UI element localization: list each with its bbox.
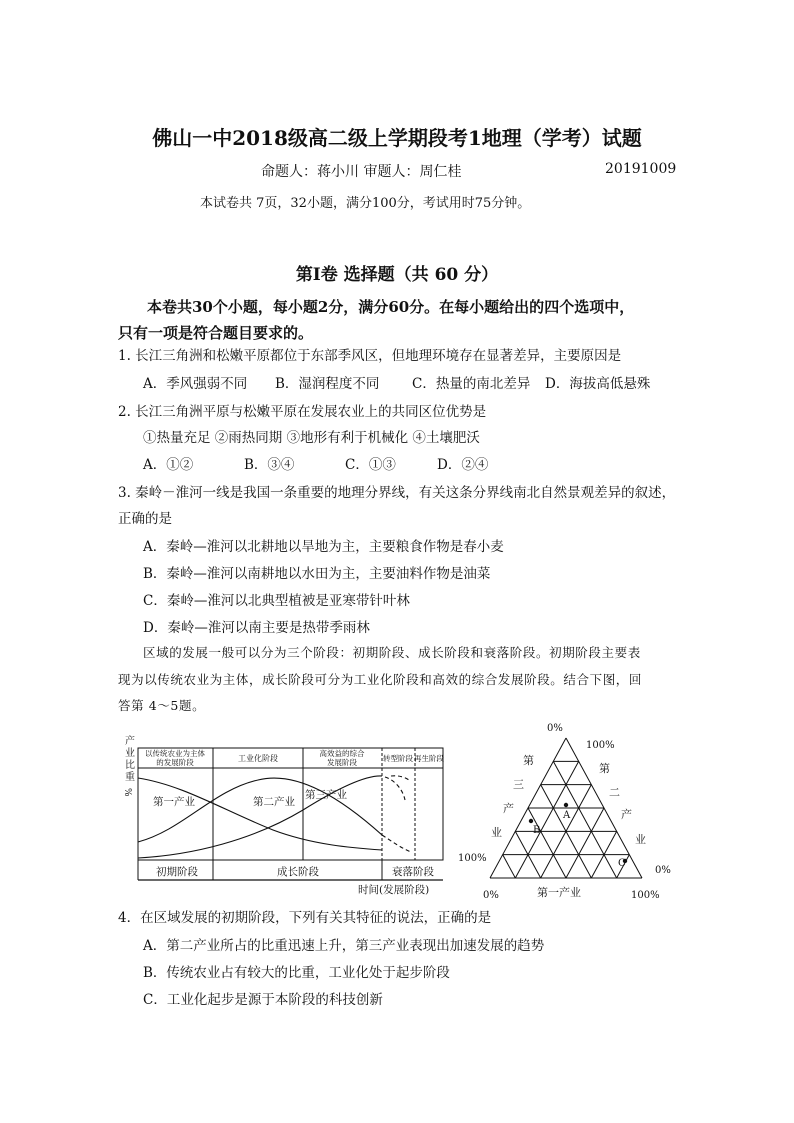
ternary-diagram: [455, 718, 675, 903]
q2-stem: 2. 长江三角洲平原与松嫩平原在发展农业上的共同区位优势是: [118, 404, 487, 420]
q4-option-a: A．第二产业所占的比重迅速上升，第三产业表现出加速发展的趋势: [143, 938, 545, 954]
exam-info: 本试卷共 7页，32小题，满分100分，考试用时75分钟。: [200, 196, 531, 211]
q4-option-c: C．工业化起步是源于本阶段的科技创新: [143, 992, 383, 1008]
phase2-label: 工业化阶段: [238, 754, 278, 763]
passage-line-1: 区域的发展一般可以分为三个阶段：初期阶段、成长阶段和衰落阶段。初期阶段主要表: [143, 645, 641, 660]
ylabel-char-4: 重: [125, 772, 135, 783]
q2-option-a: A．①②: [143, 457, 194, 473]
page-title: 佛山一中2018级高二级上学期段考1地理（学考）试题: [152, 126, 642, 150]
q2-items: ①热量充足 ②雨热同期 ③地形有利于机械化 ④土壤肥沃: [143, 430, 480, 446]
ylabel-char-3: 比: [125, 760, 135, 771]
bottom-axis-label: 第一产业: [537, 886, 581, 899]
curve-label-tertiary: 第三产业: [305, 789, 347, 801]
right-axis-char-3: 产: [621, 808, 632, 821]
left-axis-char-2: 三: [513, 778, 524, 791]
point-a-label: A: [563, 810, 571, 821]
stage-label-decline: 衰落阶段: [392, 866, 434, 878]
q1-option-b: B．湿润程度不同: [275, 376, 380, 392]
q3-option-a: A．秦岭—淮河以北耕地以旱地为主，主要粮食作物是春小麦: [143, 539, 504, 555]
exam-date: 20191009: [605, 161, 677, 177]
xlabel: 时间(发展阶段): [358, 884, 430, 895]
left-axis-char-4: 业: [491, 826, 502, 839]
industry-stage-diagram: [113, 730, 453, 895]
right-axis-char-4: 业: [635, 833, 646, 846]
q4-option-b: B．传统农业占有较大的比重，工业化处于起步阶段: [143, 965, 450, 981]
curve-label-secondary: 第二产业: [253, 796, 295, 808]
left-bottom-percent: 100%: [458, 853, 487, 864]
stage-label-initial: 初期阶段: [156, 866, 198, 878]
section-title: 第Ⅰ卷 选择题（共 60 分）: [295, 265, 499, 285]
top-percent: 0%: [547, 723, 563, 734]
phase1-label-2: 的发展阶段: [156, 758, 194, 767]
tertiary-industry-curve-dashed: [385, 776, 409, 800]
ylabel-char-5: %: [122, 788, 132, 797]
q1-option-a: A．季风强弱不同: [143, 376, 248, 392]
q3-option-d: D．秦岭—淮河以南主要是热带季雨林: [143, 620, 370, 636]
grid-line-left: [503, 855, 516, 878]
phase3-label-2: 发展阶段: [327, 758, 357, 767]
passage-line-3: 答第 4～5题。: [118, 698, 206, 713]
stage-label-growth: 成长阶段: [277, 866, 319, 878]
top-right-percent: 100%: [586, 740, 615, 751]
grid-line-right: [566, 808, 604, 878]
q3-option-c: C．秦岭—淮河以北典型植被是亚寒带针叶林: [143, 593, 410, 609]
ylabel-char-2: 业: [125, 748, 135, 759]
point-a-dot: [564, 803, 568, 807]
q1-stem: 1. 长江三角洲和松嫩平原都位于东部季风区，但地理环境存在显著差异，主要原因是: [118, 348, 622, 364]
q3-option-b: B．秦岭—淮河以南耕地以水田为主，主要油料作物是油菜: [143, 566, 491, 582]
q3-stem-line1: 3. 秦岭－淮河一线是我国一条重要的地理分界线，有关这条分界线南北自然景观差异的叙述，: [118, 485, 676, 501]
secondary-industry-curve-dashed: [382, 835, 411, 852]
phase5-label: 再生阶段: [414, 754, 444, 763]
q2-option-c: C．①③: [345, 457, 396, 473]
authors-line: 命题人：蒋小川 审题人：周仁桂: [261, 164, 462, 180]
curve-label-primary: 第一产业: [153, 796, 195, 808]
right-axis-char-1: 第: [599, 762, 610, 775]
right-axis-char-2: 二: [609, 786, 620, 799]
q1-option-c: C．热量的南北差异: [412, 376, 531, 392]
point-c-label: C: [618, 858, 626, 869]
right-bottom-percent: 0%: [655, 865, 671, 876]
q3-stem-line2: 正确的是: [118, 511, 172, 527]
point-b-label: B: [533, 825, 541, 836]
section-instruction-1: 本卷共30个小题，每小题2分，满分60分。在每小题给出的四个选项中，: [147, 298, 635, 316]
grid-line-left: [528, 808, 566, 878]
section-instruction-2: 只有一项是符合题目要求的。: [118, 324, 314, 342]
phase3-label-1: 高效益的综合: [319, 749, 365, 758]
q2-option-d: D．②④: [437, 457, 489, 473]
left-axis-char-3: 产: [503, 802, 514, 815]
bottom-right-percent: 100%: [631, 890, 660, 901]
phase4-label: 转型阶段: [383, 754, 413, 763]
q2-option-b: B．③④: [244, 457, 295, 473]
q1-option-d: D．海拔高低悬殊: [545, 376, 651, 392]
q4-stem: 4．在区域发展的初期阶段，下列有关其特征的说法，正确的是: [118, 910, 492, 926]
point-b-dot: [529, 819, 533, 823]
bottom-left-percent: 0%: [483, 890, 499, 901]
phase1-label-1: 以传统农业为主体: [145, 749, 205, 758]
passage-line-2: 现为以传统农业为主体，成长阶段可分为工业化阶段和高效的综合发展阶段。结合下图，回: [118, 672, 643, 687]
ylabel-char-1: 产: [125, 736, 135, 747]
left-axis-char-1: 第: [523, 754, 534, 767]
